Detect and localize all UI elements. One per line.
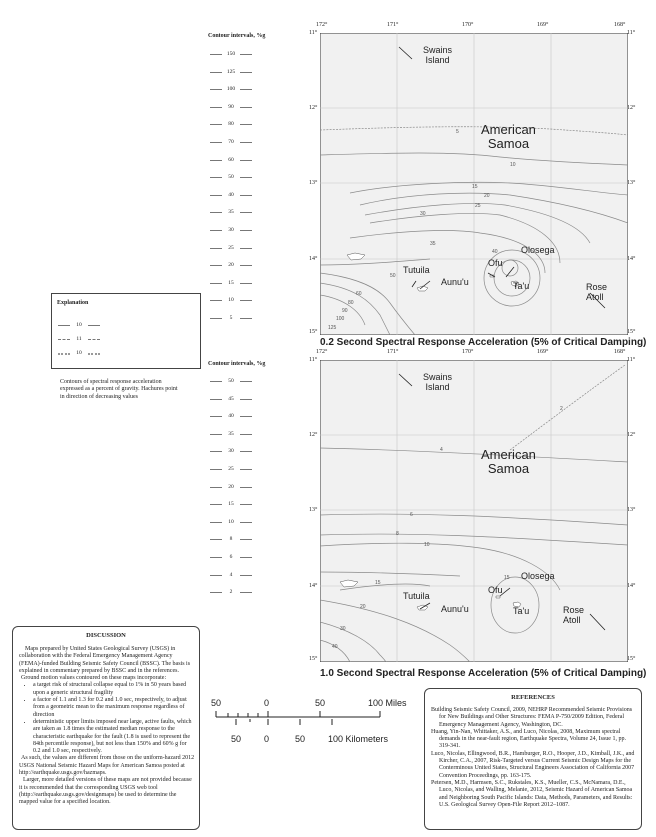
map-top-contour-label-15: 15 xyxy=(472,184,478,190)
map-top-contour-label-20: 20 xyxy=(484,193,490,199)
map-bottom-lat-13-right: 13° xyxy=(627,507,636,513)
legend-top-value: 20 xyxy=(228,262,234,269)
map-top-ofu: Ofu xyxy=(488,258,503,268)
map-top-contour-label-10: 10 xyxy=(510,162,516,168)
legend-bottom-value: 25 xyxy=(228,466,234,472)
discussion-box xyxy=(12,626,200,830)
map-bottom-contour-label-30: 30 xyxy=(340,626,346,632)
legend-top-row xyxy=(210,51,270,59)
legend-bottom-title: Contour intervals, %g xyxy=(208,361,266,367)
map-top-swains-island: Swains Island xyxy=(423,45,453,65)
legend-top-value: 80 xyxy=(228,121,234,128)
map-bottom-lat-11-left: 11° xyxy=(309,357,318,363)
legend-top-row xyxy=(210,297,270,305)
legend-top-row xyxy=(210,86,270,94)
scale-miles-50-right: 50 xyxy=(315,698,326,708)
discussion-paragraph-4: Larger, more detailed versions of these maps are not provided because it is recommended that the corresponding USGS web tool (http://earthquake.usgs.gov/designmaps) be used to determine the mapped value for a specified location. xyxy=(19,777,192,806)
legend-top-value: 70 xyxy=(228,139,234,145)
scale-bar-ticks xyxy=(208,709,408,729)
map-top-lat-13-left: 13° xyxy=(309,180,318,186)
map-top-lon-171: 171° xyxy=(387,22,399,28)
discussion-paragraph-2: Ground motion values contoured on these maps incorporate: xyxy=(21,675,167,682)
map-bottom-lat-12-right: 12° xyxy=(627,432,636,438)
map-bottom-lat-13-left: 13° xyxy=(309,507,318,513)
map-bottom-lon-170: 170° xyxy=(462,349,474,355)
map-top-lat-15-left: 15° xyxy=(309,329,318,335)
scale-km-0: 0 xyxy=(264,734,270,744)
explanation-title: Explanation xyxy=(57,300,89,306)
map-top-lat-11-left: 11° xyxy=(309,30,318,36)
map-bottom-american-samoa: American Samoa xyxy=(481,447,536,476)
legend-bottom-value: 15 xyxy=(228,501,234,508)
map-top-aunuu: Aunu'u xyxy=(441,277,469,287)
map-top-contour-label-40: 40 xyxy=(492,249,498,255)
scale-km-50-right: 50 xyxy=(295,734,306,744)
legend-top-row xyxy=(210,227,270,235)
map-top-contour-label-60: 60 xyxy=(356,291,362,297)
map-top-contour-label-25: 25 xyxy=(475,203,481,209)
map-bottom-lon-169: 169° xyxy=(537,349,549,355)
legend-top-value: 90 xyxy=(228,103,234,110)
map-top-lat-14-left: 14° xyxy=(309,256,318,262)
map-bottom-contour-label-40: 40 xyxy=(332,644,338,650)
legend-bottom-value: 30 xyxy=(228,448,234,455)
legend-bottom-row xyxy=(210,396,270,404)
map-bottom-contour-label-15b: 15 xyxy=(504,575,510,581)
legend-bottom-value: 8 xyxy=(229,536,233,543)
map-top-contour-label-35: 35 xyxy=(430,241,436,247)
reference-item: Luco, Nicolas, Ellingwood, B.R., Hamburger, R.O., Hooper, J.D., Kimball, J.K., and Kircher, C.A., 2007, Risk-Targeted versus Current Seismic Design Maps for the Conterminous United States, Structural Engineers Association of California 2007 Convention Proceedings, pp. 163-175. xyxy=(431,750,635,779)
map-bottom-contour-label-20: 20 xyxy=(360,604,366,610)
legend-top-row xyxy=(210,315,270,323)
map-top-tutuila: Tutuila xyxy=(403,265,430,275)
map-bottom-swains-island: Swains Island xyxy=(423,372,453,392)
legend-top-value: 125 xyxy=(226,68,236,75)
map-bottom xyxy=(309,349,647,687)
legend-bottom-row xyxy=(210,484,270,492)
map-top-rose-atoll: Rose Atoll xyxy=(586,282,608,302)
legend-top-value: 30 xyxy=(228,227,234,233)
legend-bottom-value: 35 xyxy=(228,430,234,437)
legend-bottom-row xyxy=(210,589,270,597)
legend-top-value: 10 xyxy=(228,297,234,304)
map-top-title: 0.2 Second Spectral Response Acceleration (5% of Critical Damping) xyxy=(320,337,647,348)
scale-miles-0: 0 xyxy=(264,698,270,708)
legend-top-value: 150 xyxy=(226,51,236,57)
map-top-olosega: Olosega xyxy=(521,245,555,255)
map-bottom-contour-label-10: 10 xyxy=(424,542,430,548)
scale-miles-100: 100 Miles xyxy=(368,698,407,708)
map-top-contour-label-80: 80 xyxy=(348,300,354,306)
legend-top-value: 5 xyxy=(229,315,233,321)
legend-top-row xyxy=(210,209,270,217)
legend-top xyxy=(208,33,288,321)
map-top-lat-12-right: 12° xyxy=(627,105,636,111)
map-top-lon-168: 168° xyxy=(614,22,626,28)
legend-top-row xyxy=(210,104,270,112)
legend-top-title: Contour intervals, %g xyxy=(208,33,266,39)
map-bottom-lat-15-right: 15° xyxy=(627,656,636,662)
map-top-lat-14-right: 14° xyxy=(627,256,636,262)
map-top-lat-11-right: 11° xyxy=(627,30,636,36)
scale-bar xyxy=(208,698,408,748)
map-top-tau: Ta'u xyxy=(513,281,530,291)
legend-top-value: 100 xyxy=(226,86,236,93)
explanation-row-solid: 10 xyxy=(58,322,118,330)
legend-bottom-value: 6 xyxy=(229,554,233,560)
scale-km-100: 100 Kilometers xyxy=(328,734,389,744)
discussion-title: DISCUSSION xyxy=(86,632,126,639)
legend-bottom-row xyxy=(210,554,270,562)
legend-top-row xyxy=(210,280,270,288)
legend-top-row xyxy=(210,245,270,253)
scale-miles-50-left: 50 xyxy=(211,698,222,708)
map-top-lat-13-right: 13° xyxy=(627,180,636,186)
map-bottom-lon-171: 171° xyxy=(387,349,399,355)
legend-top-row xyxy=(210,139,270,147)
map-bottom-lon-168: 168° xyxy=(614,349,626,355)
legend-bottom-value: 20 xyxy=(228,483,234,490)
legend-top-value: 35 xyxy=(228,209,234,216)
map-top-lon-169: 169° xyxy=(537,22,549,28)
map-bottom-ofu: Ofu xyxy=(488,585,503,595)
legend-bottom-row xyxy=(210,378,270,386)
map-top-frame xyxy=(320,33,628,335)
reference-item: Petersen, M.D., Harmsen, S.C., Rukstales, K.S., Mueller, C.S., McNamara, D.E., Luco, Nicolas, and Walling, Melanie, 2012, Seismic Hazard of American Samoa and Neighboring South Pacific Islands: Data, Methods, Parameters, and Results: U.S. Geological Survey Open-File Report 2012–1087. xyxy=(431,779,633,808)
map-top-lon-170: 170° xyxy=(462,22,474,28)
legend-top-row xyxy=(210,157,270,165)
map-top-contour-label-90: 90 xyxy=(342,308,348,314)
map-top-contour-label-5: 5 xyxy=(456,129,459,135)
map-bottom-tutuila: Tutuila xyxy=(403,591,430,601)
legend-bottom-value: 2 xyxy=(229,589,233,596)
map-top-lat-12-left: 12° xyxy=(309,105,318,111)
explanation-row-hachured: 10 xyxy=(58,350,118,358)
legend-bottom-row xyxy=(210,501,270,509)
discussion-bullet-2: • a factor of 1.1 and 1.3 for 0.2 and 1.0 sec, respectively, to adjust from a geometric mean to the maximum response regardless of direction xyxy=(33,697,195,719)
discussion-bullet-3: • deterministic upper limits imposed near large, active faults, which are taken as 1.8 times the estimated median response to the characteristic earthquake for the fault (1.8 is used to represent the 84th percentile response), but not less than 150% and 60% g for 0.2 and 1.0 sec, respectively. xyxy=(33,719,195,755)
references-box xyxy=(424,688,642,830)
legend-bottom-row xyxy=(210,536,270,544)
map-bottom-title: 1.0 Second Spectral Response Acceleration (5% of Critical Damping) xyxy=(320,668,647,679)
map-bottom-contour-label-6: 6 xyxy=(410,512,413,518)
legend-bottom-row xyxy=(210,466,270,474)
discussion-paragraph-3: As such, the values are different from those on the uniform-hazard 2012 USGS National Seismic Hazard Maps for American Samoa posted at http://earthquake.usgs.gov/hazmaps. xyxy=(19,755,195,777)
map-bottom-aunuu: Aunu'u xyxy=(441,604,469,614)
map-top-contour-label-50: 50 xyxy=(390,273,396,279)
legend-bottom-value: 45 xyxy=(228,395,234,402)
map-top xyxy=(309,22,647,353)
map-top-lat-15-right: 15° xyxy=(627,329,636,335)
map-bottom-contour-label-15a: 15 xyxy=(375,580,381,586)
map-bottom-lat-14-left: 14° xyxy=(309,583,318,589)
legend-bottom-row xyxy=(210,572,270,580)
legend-top-value: 60 xyxy=(228,156,234,163)
map-bottom-lon-172: 172° xyxy=(316,349,328,355)
discussion-paragraph-1: Maps prepared by United States Geological Survey (USGS) in collaboration with the Federal Emergency Management Agency (FEMA)-funded Building Seismic Safety Council (BSSC). The basis is explained in commentary prepared by BSSC and in the references. xyxy=(19,646,191,674)
explanation-row-dashed: 11 xyxy=(58,336,118,344)
legend-bottom-value: 4 xyxy=(229,571,233,578)
reference-item: Huang, Yin-Nan, Whittaker, A.S., and Luco, Nicolas, 2008, Maximum spectral demands in the near-fault region, Earthquake Spectra, Volume 24, Issue 1, pp. 319-341. xyxy=(431,728,626,750)
map-bottom-contour-label-2: 2 xyxy=(560,406,563,412)
map-bottom-lat-15-left: 15° xyxy=(309,656,318,662)
legend-bottom-row xyxy=(210,413,270,421)
map-top-contour-label-125: 125 xyxy=(328,325,337,331)
legend-top-row xyxy=(210,121,270,129)
discussion-bullet-1: • a target risk of structural collapse equal to 1% in 50 years based upon a generic structural fragility xyxy=(33,682,195,697)
map-bottom-olosega: Olosega xyxy=(521,571,555,581)
legend-bottom xyxy=(208,361,288,596)
reference-item: Building Seismic Safety Council, 2009, NEHRP Recommended Seismic Provisions for New Buildings and Other Structures: FEMA P-750/2009 Edition, Federal Emergency Management Agency, Washington, DC. xyxy=(431,707,633,728)
legend-top-value: 40 xyxy=(228,191,234,198)
map-bottom-contour-label-8: 8 xyxy=(396,531,399,537)
legend-top-value: 50 xyxy=(228,174,234,181)
legend-bottom-row xyxy=(210,431,270,439)
map-bottom-lat-11-right: 11° xyxy=(627,357,636,363)
legend-top-value: 15 xyxy=(228,279,234,286)
scale-km-50-left: 50 xyxy=(231,734,242,744)
legend-top-value: 25 xyxy=(228,244,234,251)
legend-bottom-row xyxy=(210,519,270,527)
map-top-american-samoa: American Samoa xyxy=(481,122,536,151)
legend-bottom-value: 10 xyxy=(228,518,234,525)
map-top-lon-172: 172° xyxy=(316,22,328,28)
map-bottom-lat-14-right: 14° xyxy=(627,583,636,589)
legend-top-row xyxy=(210,262,270,270)
map-bottom-tau: Ta'u xyxy=(513,606,530,616)
map-bottom-contour-label-4: 4 xyxy=(440,447,443,453)
legend-bottom-value: 50 xyxy=(228,378,234,384)
legend-bottom-value: 40 xyxy=(228,413,234,420)
references-title: REFERENCES xyxy=(511,694,555,701)
explanation-box xyxy=(51,293,201,369)
map-top-contour-label-100: 100 xyxy=(336,316,345,322)
map-bottom-lat-12-left: 12° xyxy=(309,432,318,438)
legend-bottom-row xyxy=(210,448,270,456)
map-top-contour-label-30: 30 xyxy=(420,211,426,217)
legend-top-row xyxy=(210,69,270,77)
legend-top-row xyxy=(210,192,270,200)
explanation-text: Contours of spectral response acceleration expressed as a percent of gravity. Hachures point in direction of decreasing values xyxy=(60,379,178,400)
legend-top-row xyxy=(210,174,270,182)
map-bottom-rose-atoll: Rose Atoll xyxy=(563,605,585,625)
